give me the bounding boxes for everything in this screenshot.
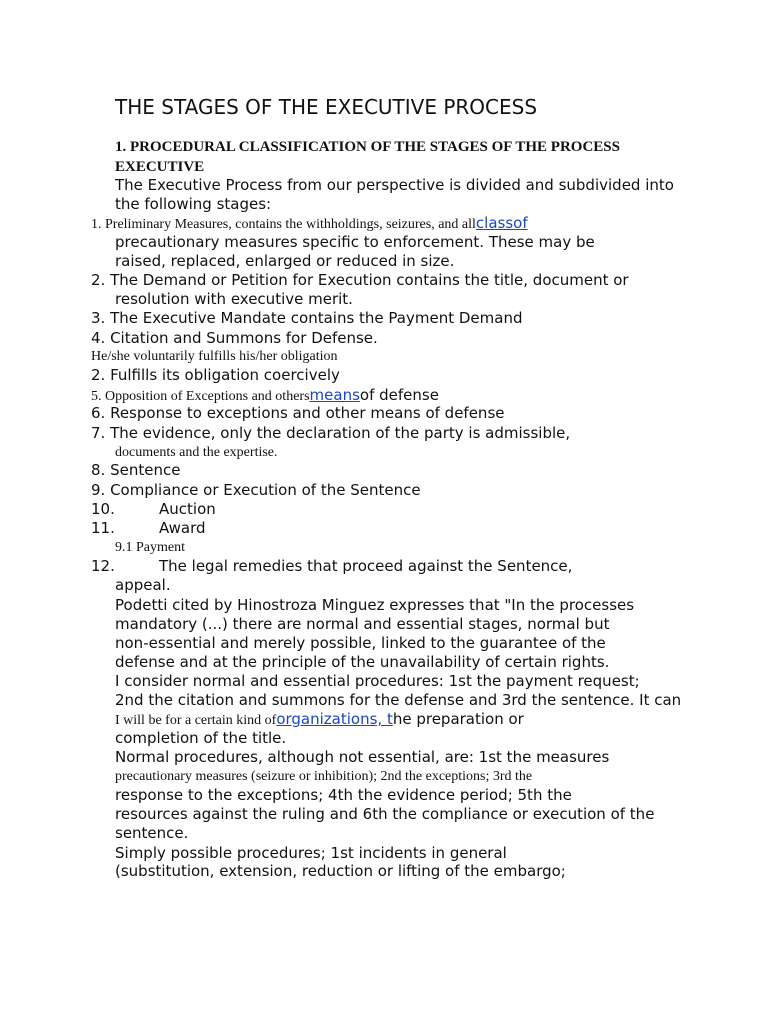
paragraph-3-line-4: resources against the ruling and 6th the compliance or execution of the [115, 805, 655, 823]
paragraph-2-line-3-tail: he preparation or [392, 710, 524, 728]
paragraph-1-line-3: non-essential and merely possible, linked to the guarantee of the [115, 634, 606, 652]
list-item-1 [91, 214, 528, 234]
list-item-2: 2. The Demand or Petition for Execution contains the title, document or [91, 271, 629, 289]
paragraph-3-line-1: Normal procedures, although not essential, are: 1st the measures [115, 748, 610, 766]
organizations-link[interactable]: organizations, t [276, 710, 393, 728]
paragraph-1-line-4: defense and at the principle of the unavailability of certain rights. [115, 653, 610, 671]
list-item-3: 3. The Executive Mandate contains the Payment Demand [91, 309, 523, 327]
paragraph-3-line-3: response to the exceptions; 4th the evidence period; 5th the [115, 786, 572, 804]
page-title: THE STAGES OF THE EXECUTIVE PROCESS [115, 95, 538, 119]
list-item-1-text: 1. Preliminary Measures, contains the withholdings, seizures, and all [91, 217, 476, 232]
paragraph-2-line-3-text: I will be for a certain kind of [115, 713, 277, 728]
list-item-2-line-2: resolution with executive merit. [115, 290, 353, 308]
list-item-12-line-2: appeal. [115, 576, 171, 594]
of-link[interactable]: of [513, 214, 528, 232]
list-item-7-line-2: documents and the expertise. [115, 445, 278, 460]
paragraph-1-line-1: Podetti cited by Hinostroza Minguez expresses that "In the processes [115, 596, 635, 614]
intro-line-1: The Executive Process from our perspective is divided and subdivided into [115, 176, 674, 194]
list-item-10 [91, 500, 216, 519]
list-item-4: 4. Citation and Summons for Defense. [91, 329, 378, 347]
paragraph-2-line-2: 2nd the citation and summons for the defense and 3rd the sentence. It can [115, 691, 682, 709]
list-item-11 [91, 519, 206, 538]
list-item-1-line-2: precautionary measures specific to enforcement. These may be [115, 233, 595, 251]
list-item-6: 6. Response to exceptions and other means of defense [91, 404, 505, 422]
list-item-5 [91, 386, 439, 406]
paragraph-2-line-1: I consider normal and essential procedures: 1st the payment request; [115, 672, 640, 690]
paragraph-4-line-1: Simply possible procedures; 1st incidents in general [115, 844, 507, 862]
list-item-11-number: 11. [91, 519, 115, 537]
paragraph-4-line-2: (substitution, extension, reduction or lifting of the embargo; [115, 862, 566, 880]
intro-line-2: the following stages: [115, 195, 272, 213]
class-link[interactable]: class [475, 214, 514, 232]
list-item-1-line-3: raised, replaced, enlarged or reduced in size. [115, 252, 455, 270]
paragraph-2-line-3 [115, 710, 524, 730]
list-item-11-text: Award [159, 519, 206, 537]
means-link[interactable]: means [309, 386, 360, 404]
list-item-5-text: 5. Opposition of Exceptions and others [91, 389, 310, 404]
section-heading-line-1: 1. PROCEDURAL CLASSIFICATION OF THE STAGES OF THE PROCESS [115, 139, 620, 155]
sub-item-voluntary: He/she voluntarily fulfills his/her obligation [91, 349, 338, 364]
section-heading-line-2: EXECUTIVE [115, 159, 205, 175]
paragraph-2-line-4: completion of the title. [115, 729, 287, 747]
sub-item-coercive: 2. Fulfills its obligation coercively [91, 366, 340, 384]
list-item-8: 8. Sentence [91, 461, 181, 479]
list-item-12-number: 12. [91, 557, 115, 575]
paragraph-3-line-2: precautionary measures (seizure or inhibition); 2nd the exceptions; 3rd the [115, 769, 533, 784]
list-item-5-tail: of defense [359, 386, 439, 404]
paragraph-3-line-5: sentence. [115, 824, 189, 842]
list-item-10-number: 10. [91, 500, 115, 518]
sub-item-payment: 9.1 Payment [115, 540, 185, 555]
paragraph-1-line-2: mandatory (...) there are normal and essential stages, normal but [115, 615, 610, 633]
list-item-7: 7. The evidence, only the declaration of the party is admissible, [91, 424, 571, 442]
list-item-12 [91, 557, 572, 576]
list-item-12-text: The legal remedies that proceed against the Sentence, [159, 557, 573, 575]
list-item-10-text: Auction [159, 500, 216, 518]
list-item-9: 9. Compliance or Execution of the Sentence [91, 481, 421, 499]
